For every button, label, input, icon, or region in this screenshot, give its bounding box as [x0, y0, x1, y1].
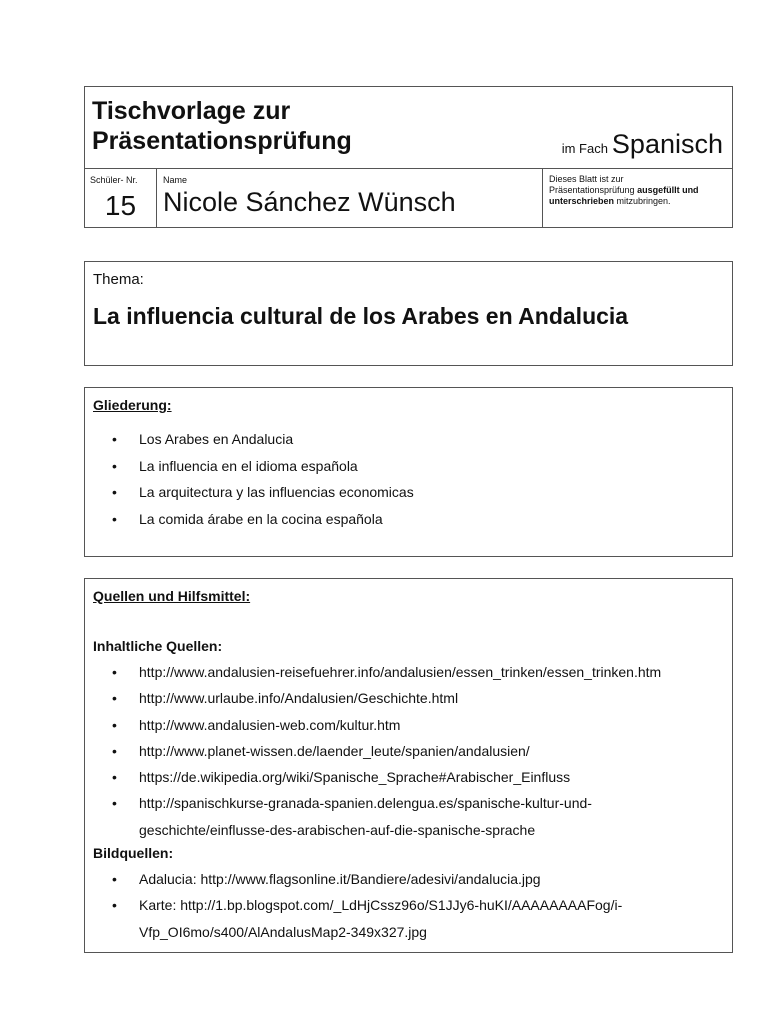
title-line-1: Tischvorlage zur: [92, 97, 291, 125]
outline-item: • La comida árabe en la cocina española: [112, 510, 414, 537]
note-line-1: Dieses Blatt ist zur: [549, 174, 624, 184]
topic-value: La influencia cultural de los Arabes en Andalucia: [93, 303, 629, 329]
note-cell: [542, 168, 732, 228]
subject-value: Spanisch: [611, 129, 723, 159]
name-cell: [156, 168, 543, 228]
content-source-item: • http://www.urlaube.info/Andalusien/Geschichte.html: [112, 685, 661, 711]
subject: [562, 129, 723, 160]
header-title-row: [85, 87, 732, 169]
outline-box: [84, 387, 733, 557]
image-source-item: [112, 892, 622, 945]
note-line-3: [549, 196, 699, 207]
sources-heading: Quellen und Hilfsmittel:: [93, 588, 251, 604]
outline-item: • La arquitectura y las influencias economicas: [112, 483, 414, 510]
outline-heading: Gliederung:: [93, 397, 172, 413]
content-sources-heading: Inhaltliche Quellen:: [93, 638, 223, 654]
content-source-long-line-2: geschichte/einflusse-des-arabischen-auf-die-spanische-sprache: [139, 821, 536, 838]
note-line-3-text: mitzubringen.: [614, 196, 671, 206]
content-source-item: • http://www.andalusien-web.com/kultur.htm: [112, 712, 661, 738]
topic-label: Thema:: [93, 271, 144, 288]
image-source-line-1: • Karte: http://1.bp.blogspot.com/_LdHjCssz96o/S1JJy6-huKI/AAAAAAAAFog/i-: [139, 897, 623, 914]
content-source-item: • http://www.andalusien-reisefuehrer.info/andalusien/essen_trinken/essen_trinken.htm: [112, 659, 661, 685]
student-number-cell: [85, 168, 157, 228]
header-table: [84, 86, 733, 228]
image-sources-heading: Bildquellen:: [93, 845, 174, 861]
note-line-2-text: Präsentationsprüfung: [549, 185, 638, 195]
content-source-item: • https://de.wikipedia.org/wiki/Spanische_Sprache#Arabischer_Einfluss: [112, 764, 661, 790]
topic-box: [84, 261, 733, 366]
name-value: Nicole Sánchez Wünsch: [163, 187, 456, 217]
image-source-line-2: Vfp_OI6mo/s400/AlAndalusMap2-349x327.jpg: [139, 923, 427, 940]
note-line-3-bold: unterschrieben: [549, 196, 615, 206]
title-line-2: Präsentationsprüfung: [92, 127, 352, 155]
note-line-2: [549, 185, 699, 196]
outline-list: [112, 430, 414, 536]
outline-item: • Los Arabes en Andalucia: [112, 430, 414, 457]
outline-item: • La influencia en el idioma española: [112, 457, 414, 484]
image-sources-list: [112, 866, 622, 945]
student-number-value: 15: [104, 190, 137, 221]
content-source-item: • http://www.planet-wissen.de/laender_leute/spanien/andalusien/: [112, 738, 661, 764]
note-line-2-bold: ausgefüllt und: [637, 185, 699, 195]
content-source-long-line-1: • http://spanischkurse-granada-spanien.delengua.es/spanische-kultur-und-: [139, 795, 592, 812]
student-number-label: Schüler- Nr.: [90, 175, 138, 185]
name-label: Name: [163, 175, 188, 185]
subject-label: im Fach: [561, 141, 608, 156]
content-source-item: [112, 790, 661, 843]
image-source-item: • Adalucia: http://www.flagsonline.it/Bandiere/adesivi/andalucia.jpg: [112, 866, 622, 892]
content-sources-list: [112, 659, 661, 843]
document-title: [92, 96, 352, 156]
sources-box: [84, 578, 733, 953]
submission-note: [549, 174, 699, 207]
